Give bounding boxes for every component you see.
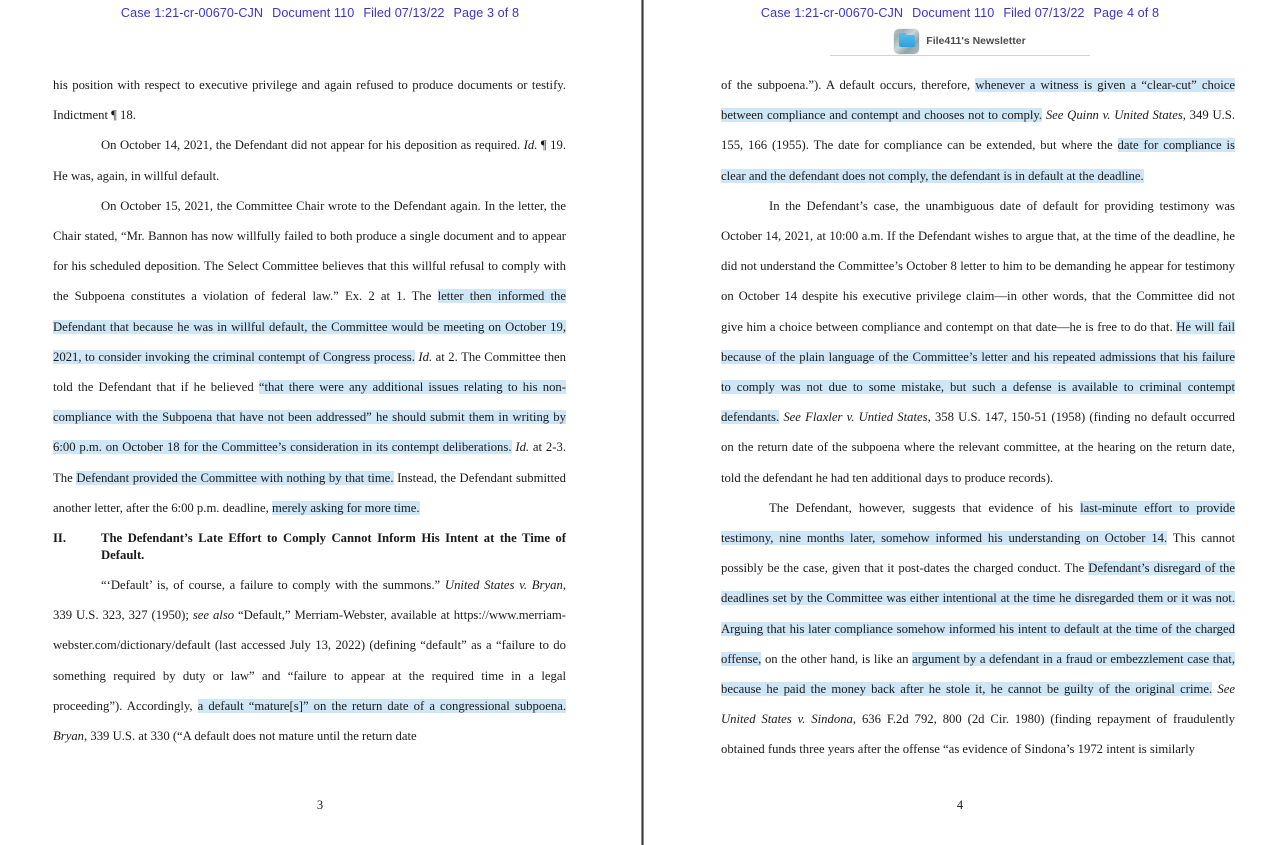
paragraph-text: , 358 U.S. 147, 150-51 (1958) (finding no default occurred on the return date of the subpoena where the relevant committee, at the hearing on the return date, told the defendant he had ten additional days to produce records). bbox=[721, 410, 1236, 485]
citation-id: Id. bbox=[515, 440, 530, 455]
highlight-span: argument by a defendant in a fraud or embezzlement case that, because he paid the money back after he stole it, he cannot be guilty of the original crime. bbox=[721, 651, 1235, 697]
highlight-span: a default “mature[s]” on the return date of a congressional subpoena. bbox=[197, 698, 566, 713]
ecf-document-number: Document 110 bbox=[272, 6, 355, 20]
case-citation: United States v. Bryan bbox=[444, 578, 563, 593]
citation-id: Id. bbox=[418, 349, 433, 364]
highlight-span: date for compliance is clear and the defendant does not comply, the defendant is in default at the deadline. bbox=[721, 138, 1235, 183]
highlight-span: “that there were any additional issues relating to his non-compliance with the Subpoena that have not been addressed” he should submit them in writing by 6:00 p.m. on October 18 for the Committee’s consideration in its contempt deliberations. bbox=[53, 380, 566, 455]
case-citation: See Flaxler v. Untied States bbox=[783, 410, 928, 425]
paragraph-text: on the other hand, is like an bbox=[761, 651, 913, 666]
highlight-span: Defendant’s disregard of the deadlines set by the Committee was either intentional at the time he disregarded them or it was not. Arguing that his later compliance somehow informed his intent to default at the time of the charged offense, bbox=[721, 561, 1235, 666]
case-citation: Bryan bbox=[53, 729, 85, 744]
paragraph-text: his position with respect to executive privilege and again refused to produce documents or testify. Indictment ¶ 18. bbox=[53, 78, 566, 123]
paragraph-text: “‘Default’ is, of course, a failure to comply with the summons.” bbox=[101, 578, 445, 593]
newsletter-watermark[interactable] bbox=[830, 28, 1090, 56]
paragraph-last-minute-effort bbox=[721, 493, 1235, 765]
case-citation: See Quinn v. United States bbox=[1045, 108, 1183, 123]
watermark-divider-rule bbox=[830, 55, 1090, 56]
paragraph-text: at 2. The Committee then told the Defendant that if he believed bbox=[53, 349, 567, 395]
newsletter-watermark-row bbox=[830, 28, 1090, 54]
folder-icon-glyph bbox=[899, 35, 915, 47]
signal-see-also: see also bbox=[192, 608, 235, 623]
paragraph-text: , 349 U.S. 155, 166 (1955). The date for compliance can be extended, but where the bbox=[721, 108, 1236, 153]
paragraph-text: This cannot possibly be the case, given that it post-dates the charged conduct. The bbox=[721, 531, 1235, 576]
ecf-page-label: Page 3 of 8 bbox=[453, 6, 520, 20]
ecf-document-number: Document 110 bbox=[912, 6, 995, 20]
page-number-left: 3 bbox=[316, 798, 324, 812]
paragraph-text: ¶ 19. He was, again, in willful default. bbox=[53, 138, 566, 183]
paragraph-oct-14 bbox=[53, 130, 566, 190]
citation-id: Id. bbox=[523, 138, 538, 153]
section-number: II. bbox=[53, 531, 67, 546]
ecf-filed-date: Filed 07/13/22 bbox=[363, 6, 445, 20]
paragraph-text: at 2-3. The bbox=[53, 440, 566, 485]
paragraph-continuation bbox=[53, 70, 566, 130]
paragraph-text: , 339 U.S. 323, 327 (1950); bbox=[53, 578, 566, 623]
paragraph-text: “Default,” Merriam-Webster, available at https://www.merriam-webster.com/dictionary/default (last accessed July 13, 2022) (defining “default” as a “failure to do something required by duty or law” and “failure to appear at the required time in a legal proceeding”). Accordingly, bbox=[53, 608, 566, 713]
highlight-span: letter then informed the Defendant that because he was in willful default, the Committee would be meeting on October 19, 2021, to consider invoking the criminal contempt of Congress process. bbox=[53, 289, 566, 364]
paragraph-defendant-case bbox=[721, 191, 1235, 493]
ecf-case-number: Case 1:21-cr-00670-CJN bbox=[120, 6, 264, 20]
paragraph-text: of the subpoena.”). A default occurs, therefore, bbox=[721, 78, 976, 92]
case-citation: See United States v. Sindona bbox=[721, 682, 1236, 727]
paragraph-default-definition bbox=[53, 570, 566, 751]
highlight-span: whenever a witness is given a “clear-cut” choice between compliance and contempt and chooses not to comply. bbox=[721, 78, 1235, 123]
paragraph-text: In the Defendant’s case, the unambiguous date of default for providing testimony was October 14, 2021, at 10:00 a.m. If the Defendant wishes to argue that, at the time of the deadline, he did not understand the Committee’s October 8 letter to him to be demanding he appear for testimony on October 14 despite his executive privilege claim—in other words, that the Committee did not give him a choice between compliance and contempt on that date—he is free to do that. bbox=[721, 198, 1235, 334]
page-4-body bbox=[721, 70, 1235, 765]
page-divider bbox=[641, 0, 644, 845]
paragraph-text: , 636 F.2d 792, 800 (2d Cir. 1980) (finding repayment of fraudulently obtained funds three years after the offense “as evidence of Sindona’s 1972 intent is similarly bbox=[721, 712, 1235, 757]
paragraph-text: The Defendant, however, suggests that evidence of his bbox=[769, 500, 1081, 515]
folder-icon bbox=[894, 29, 919, 54]
document-page-4 bbox=[640, 0, 1280, 845]
paragraph-text: Instead, the Defendant submitted another letter, after the 6:00 p.m. deadline, bbox=[53, 470, 566, 515]
ecf-header-left bbox=[0, 6, 640, 20]
page-3-body bbox=[53, 70, 566, 751]
paragraph-default-occurs bbox=[721, 70, 1235, 191]
paragraph-text: , 339 U.S. at 330 (“A default does not mature until the return date bbox=[84, 729, 417, 744]
ecf-filed-date: Filed 07/13/22 bbox=[1003, 6, 1085, 20]
ecf-case-number: Case 1:21-cr-00670-CJN bbox=[760, 6, 904, 20]
highlight-span: He will fail because of the plain language of the Committee’s letter and his repeated admissions that his failure to comply was not due to some mistake, but such a defense is available to criminal contempt defendants. bbox=[721, 319, 1235, 425]
paragraph-text: On October 14, 2021, the Defendant did not appear for his deposition as required. bbox=[101, 138, 524, 153]
section-title: The Defendant’s Late Effort to Comply Cannot Inform His Intent at the Time of Default. bbox=[101, 531, 566, 563]
ecf-header-right bbox=[640, 6, 1280, 20]
ecf-page-label: Page 4 of 8 bbox=[1093, 6, 1160, 20]
paragraph-text: On October 15, 2021, the Committee Chair wrote to the Defendant again. In the letter, the Chair stated, “Mr. Bannon has now willfully failed to both produce a single document and to appear for his scheduled deposition. The Select Committee believes that this willful refusal to comply with the Subpoena constitutes a violation of federal law.” Ex. 2 at 1. The bbox=[53, 198, 566, 304]
highlight-span: Defendant provided the Committee with nothing by that time. bbox=[76, 470, 394, 485]
newsletter-watermark-label: File411's Newsletter bbox=[926, 35, 1026, 47]
highlight-span: merely asking for more time. bbox=[271, 500, 420, 515]
paragraph-oct-15 bbox=[53, 191, 566, 523]
section-heading-ii bbox=[53, 523, 566, 570]
page-number-right: 4 bbox=[956, 798, 964, 812]
highlight-span: last-minute effort to provide testimony, nine months later, somehow informed his understanding on October 14. bbox=[721, 500, 1236, 546]
